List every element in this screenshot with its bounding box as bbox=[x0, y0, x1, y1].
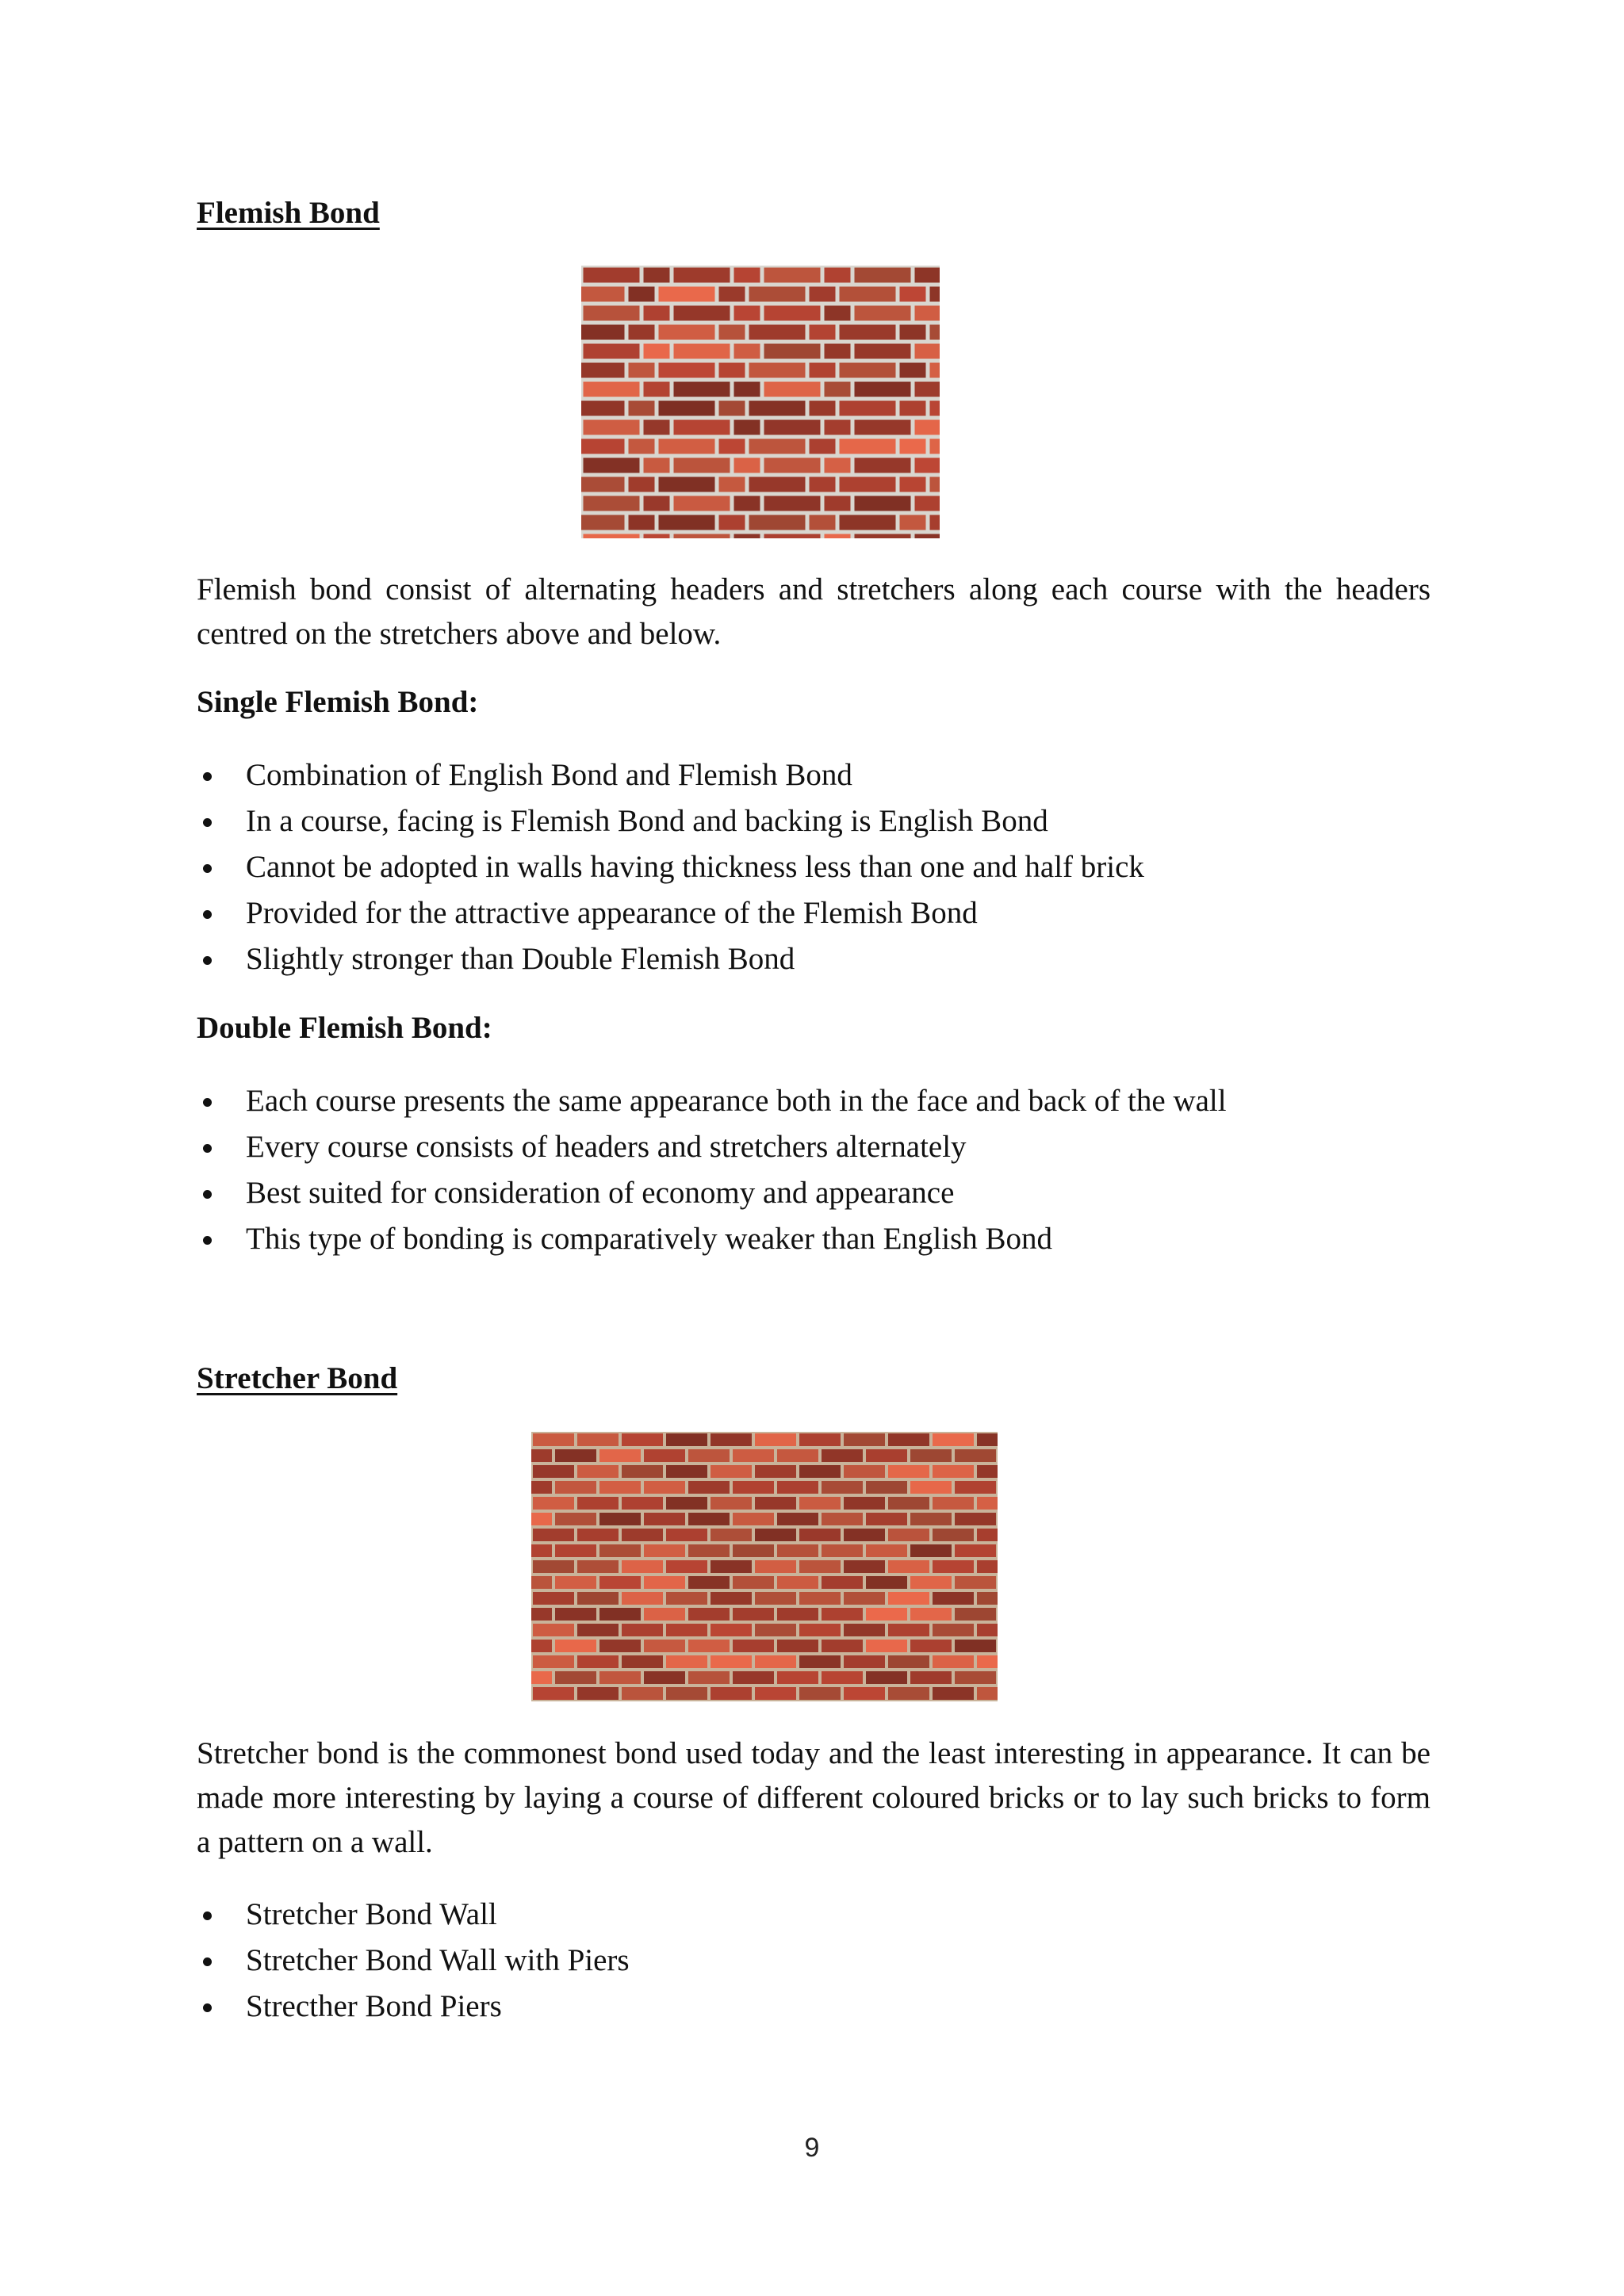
double-flemish-bond-heading: Double Flemish Bond: bbox=[197, 1011, 492, 1045]
list-item: Provided for the attractive appearance of the Flemish Bond bbox=[197, 890, 1144, 936]
single-flemish-bond-list bbox=[197, 752, 1144, 982]
list-item: In a course, facing is Flemish Bond and backing is English Bond bbox=[197, 798, 1144, 844]
stretcher-bond-list bbox=[197, 1892, 630, 2030]
list-item: Every course consists of headers and stretchers alternately bbox=[197, 1124, 1227, 1170]
list-item: Stretcher Bond Wall bbox=[197, 1892, 630, 1938]
list-item: This type of bonding is comparatively weaker than English Bond bbox=[197, 1216, 1227, 1262]
list-item: Slightly stronger than Double Flemish Bond bbox=[197, 936, 1144, 982]
page-number: 9 bbox=[804, 2133, 820, 2163]
single-flemish-bond-heading: Single Flemish Bond: bbox=[197, 685, 479, 719]
double-flemish-bond-list bbox=[197, 1078, 1227, 1262]
stretcher-bond-heading: Stretcher Bond bbox=[197, 1361, 398, 1395]
stretcher-bond-image bbox=[531, 1432, 998, 1701]
list-item: Each course presents the same appearance both in the face and back of the wall bbox=[197, 1078, 1227, 1124]
flemish-bond-brick-wall-photo-icon bbox=[581, 266, 940, 538]
list-item: Stretcher Bond Wall with Piers bbox=[197, 1938, 630, 1984]
list-item: Combination of English Bond and Flemish Bond bbox=[197, 752, 1144, 798]
stretcher-bond-description: Stretcher bond is the commonest bond used today and the least interesting in appearance. It can be made more interesting by laying a course of different coloured bricks or to lay such bricks to form a pattern on a wall. bbox=[197, 1736, 1431, 1859]
list-item: Strecther Bond Piers bbox=[197, 1984, 630, 2030]
list-item: Best suited for consideration of economy and appearance bbox=[197, 1170, 1227, 1216]
flemish-bond-image bbox=[581, 266, 940, 538]
flemish-bond-heading: Flemish Bond bbox=[197, 196, 380, 230]
list-item: Cannot be adopted in walls having thickness less than one and half brick bbox=[197, 844, 1144, 890]
flemish-bond-description: Flemish bond consist of alternating headers and stretchers along each course with the headers centred on the stretchers above and below. bbox=[197, 572, 1431, 651]
stretcher-bond-brick-wall-photo-icon bbox=[531, 1432, 998, 1701]
